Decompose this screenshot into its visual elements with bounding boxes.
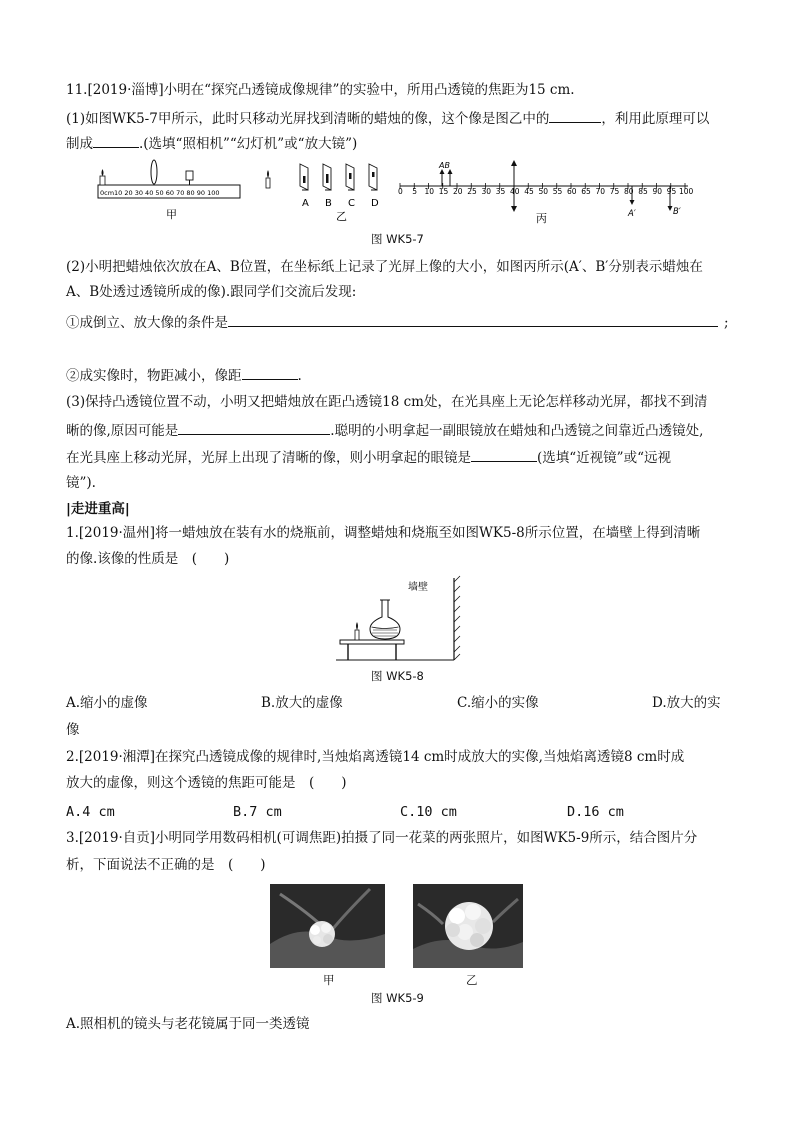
answer-blank[interactable] (242, 365, 298, 380)
q11-item1-text: ①成倒立、放大像的条件是 (66, 315, 228, 331)
q2-option-d[interactable]: D.16 cm (567, 804, 624, 820)
choice-D: D (371, 198, 379, 209)
wall-label: 墙壁 (408, 582, 428, 593)
coordinate-axis-diagram (398, 160, 694, 225)
q11-part1-text-end: ，利用此原理可以 (601, 111, 710, 127)
choice-B: B (325, 198, 332, 209)
q11-part3-line1: (3)保持凸透镜位置不动，小明又把蜡烛放在距凸透镜18 cm处，在光具座上无论怎样移动光屏，都找不到清 (66, 394, 708, 410)
axis-tick-label: 50 (538, 187, 549, 196)
q3-stem-line2: 析，下面说法不正确的是 ( ) (66, 857, 266, 873)
q1-stem-line2: 的像.该像的性质是 ( ) (66, 551, 230, 567)
q11-part1-text2-end: .(选填“照相机”“幻灯机”或“放大镜”) (139, 136, 358, 152)
q3-option-a[interactable]: A.照相机的镜头与老花镜属于同一类透镜 (66, 1016, 310, 1032)
q2-option-b[interactable]: B.7 cm (233, 804, 282, 820)
q11-part2-line1: (2)小明把蜡烛依次放在A、B位置，在坐标纸上记录了光屏上像的大小，如图丙所示(A′、B′分别表示蜡烛在 (66, 259, 703, 275)
cauliflower-photo-small (270, 884, 385, 968)
q11-part3-line3 (66, 447, 671, 468)
q11-item2-text: ②成实像时，物距减小，像距 (66, 368, 242, 384)
axis-tick-label: 85 (638, 187, 648, 196)
image-choices-diagram (266, 164, 379, 223)
choice-C: C (348, 198, 355, 209)
q1-option-a[interactable]: A.缩小的虚像 (66, 695, 148, 711)
caption-wk5-7: 图 WK5-7 (371, 232, 424, 246)
axis-tick-label: 70 (595, 187, 606, 196)
axis-tick-label: 10 (424, 187, 435, 196)
q11-part1-text: (1)如图WK5-7甲所示，此时只移动光屏找到清晰的蜡烛的像，这个像是图乙中的 (66, 111, 550, 127)
q11-part3-text: 晰的像,原因可能是 (66, 423, 179, 439)
axis-tick-label: 40 (510, 187, 520, 196)
q11-part2-line2: A、B处透过透镜所成的像).跟同学们交流后发现: (66, 284, 357, 300)
photo-label-jia: 甲 (323, 973, 335, 987)
axis-tick-label: 45 (524, 187, 534, 196)
q11-item2-end: . (297, 368, 302, 384)
q1-option-d-wrap: 像 (66, 722, 80, 738)
figure-label-yi: 乙 (336, 210, 347, 223)
axis-tick-label: 5 (412, 187, 418, 196)
answer-blank[interactable] (549, 108, 601, 123)
q11-part3-text3: 在光具座上移动光屏，光屏上出现了清晰的像，则小明拿起的眼镜是 (66, 450, 471, 466)
q2-stem-line2: 放大的虚像，则这个透镜的焦距可能是 ( ) (66, 775, 347, 791)
axis-tick-label: 80 (624, 187, 634, 196)
axis-tick-label: 35 (495, 187, 506, 196)
q1-option-b[interactable]: B.放大的虚像 (261, 695, 343, 711)
photo-label-yi: 乙 (466, 973, 478, 987)
axis-tick-label: 60 (567, 187, 577, 196)
q2-option-c[interactable]: C.10 cm (400, 804, 457, 820)
axis-tick-label: 90 (652, 187, 663, 196)
axis-tick-label: 75 (609, 187, 620, 196)
answer-blank[interactable] (178, 420, 330, 435)
figure-wk5-8 (336, 572, 466, 664)
q1-stem-line1: 1.[2019·温州]将一蜡烛放在装有水的烧瓶前，调整蜡烛和烧瓶至如图WK5-8所示位置，在墙壁上得到清晰 (66, 525, 701, 541)
axis-tick-label: 0 (398, 187, 403, 196)
b-prime-label: B′ (673, 207, 681, 217)
caption-wk5-8: 图 WK5-8 (371, 669, 424, 683)
q11-item1-end: ; (724, 315, 729, 331)
q11-part1-line1 (66, 108, 709, 129)
ab-label: AB (439, 161, 450, 170)
axis-tick-label: 25 (467, 187, 477, 196)
q11-part1-line2 (66, 133, 357, 154)
q11-part2-item2 (66, 365, 302, 386)
axis-tick-label: 20 (453, 187, 463, 196)
section-title: |走进重高| (66, 501, 130, 517)
q1-option-c[interactable]: C.缩小的实像 (457, 695, 539, 711)
caption-wk5-9: 图 WK5-9 (371, 991, 424, 1005)
q2-option-a[interactable]: A.4 cm (66, 804, 115, 820)
q11-part3-line2 (66, 420, 703, 441)
figure-label-bing: 丙 (536, 212, 547, 225)
q11-part3-text-end: .聪明的小明拿起一副眼镜放在蜡烛和凸透镜之间靠近凸透镜处, (330, 423, 704, 439)
answer-blank[interactable] (471, 447, 537, 462)
figure-wk5-7 (90, 158, 710, 228)
a-prime-label: A′ (628, 209, 636, 219)
figure-label-jia: 甲 (166, 208, 177, 221)
axis-tick-label: 100 (679, 187, 694, 196)
q11-part1-text2: 制成 (66, 136, 93, 152)
axis-tick-label: 95 (666, 187, 677, 196)
answer-blank[interactable] (93, 133, 139, 148)
axis-tick-label: 30 (481, 187, 492, 196)
q11-part3-text3-end: (选填“近视镜”或“远视 (537, 450, 671, 466)
answer-blank[interactable] (228, 312, 718, 327)
axis-tick-label: 55 (552, 187, 563, 196)
cauliflower-photo-large (413, 884, 523, 968)
axis-tick-label: 15 (438, 187, 449, 196)
ruler-scale-text: 0cm10 20 30 40 50 60 70 80 90 100 (100, 189, 220, 197)
optical-bench-diagram (98, 160, 240, 221)
choice-A: A (302, 198, 309, 209)
q1-option-d[interactable]: D.放大的实 (652, 695, 721, 711)
q11-part3-line4: 镜”). (66, 475, 96, 491)
q3-stem-line1: 3.[2019·自贡]小明同学用数码相机(可调焦距)拍摄了同一花菜的两张照片，如图WK5-9所示，结合图片分 (66, 830, 698, 846)
q2-stem-line1: 2.[2019·湘潭]在探究凸透镜成像的规律时,当烛焰离透镜14 cm时成放大的实像,当烛焰离透镜8 cm时成 (66, 749, 685, 765)
q11-stem: 11.[2019·淄博]小明在“探究凸透镜成像规律”的实验中，所用凸透镜的焦距为15 cm. (66, 82, 575, 98)
axis-tick-label: 65 (581, 187, 591, 196)
q11-part2-item1 (66, 312, 729, 333)
